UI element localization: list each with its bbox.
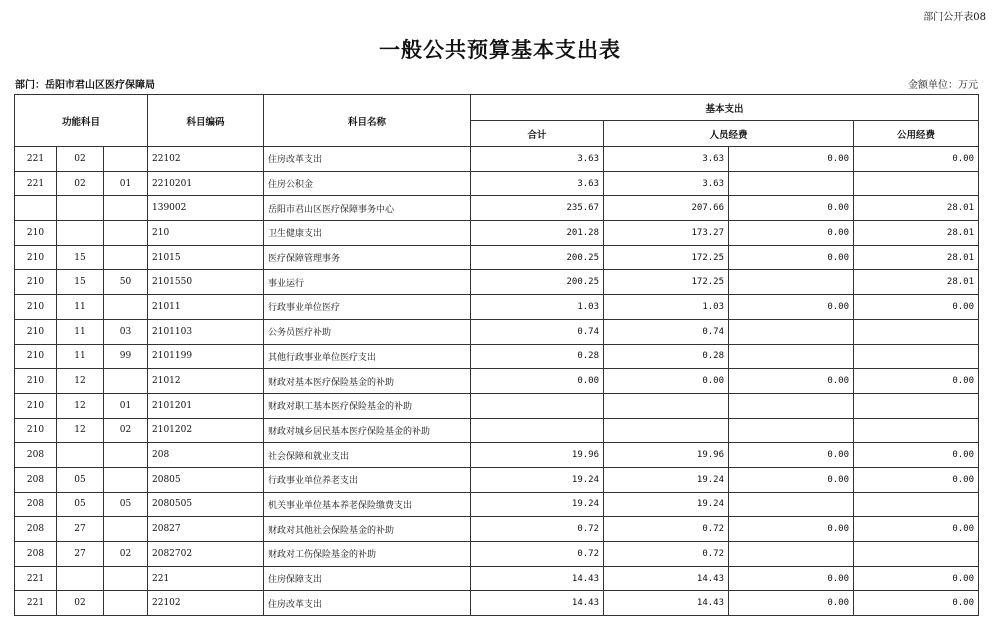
- personnel-public-cell: 0.00: [729, 443, 854, 468]
- personnel-public-cell: [729, 393, 854, 418]
- personnel-public-cell: 0.00: [729, 517, 854, 542]
- function-section-cell: 12: [57, 369, 104, 394]
- function-section-cell: 27: [57, 542, 104, 567]
- total-cell: 0.28: [471, 344, 604, 369]
- public-expense-cell: 0.00: [854, 147, 979, 172]
- header-basic-expenditure: 基本支出: [471, 95, 979, 121]
- table-row: [15, 171, 979, 196]
- subject-code-cell: 21011: [148, 295, 264, 320]
- subject-code-cell: 21015: [148, 245, 264, 270]
- function-section-cell: 02: [57, 591, 104, 616]
- personnel-expense-cell: 14.43: [604, 566, 729, 591]
- function-section-cell: 12: [57, 393, 104, 418]
- table-row: [15, 147, 979, 172]
- total-cell: 200.25: [471, 270, 604, 295]
- function-section-cell: 05: [57, 467, 104, 492]
- public-expense-cell: [854, 492, 979, 517]
- subject-code-cell: 139002: [148, 196, 264, 221]
- total-cell: 0.72: [471, 542, 604, 567]
- function-section-cell: 15: [57, 270, 104, 295]
- function-item-cell: [104, 443, 148, 468]
- subject-code-cell: 20827: [148, 517, 264, 542]
- total-cell: 19.24: [471, 467, 604, 492]
- header-function-subject: 功能科目: [15, 95, 148, 147]
- total-cell: 0.74: [471, 319, 604, 344]
- function-item-cell: [104, 245, 148, 270]
- function-class-cell: 210: [15, 319, 57, 344]
- public-expense-cell: 0.00: [854, 295, 979, 320]
- function-class-cell: 210: [15, 344, 57, 369]
- total-cell: 235.67: [471, 196, 604, 221]
- personnel-expense-cell: 0.72: [604, 542, 729, 567]
- personnel-public-cell: 0.00: [729, 369, 854, 394]
- total-cell: [471, 418, 604, 443]
- function-class-cell: 210: [15, 245, 57, 270]
- personnel-expense-cell: 14.43: [604, 591, 729, 616]
- personnel-expense-cell: 0.00: [604, 369, 729, 394]
- subject-name-cell: 财政对职工基本医疗保险基金的补助: [264, 393, 471, 418]
- subject-name-cell: 财政对城乡居民基本医疗保险基金的补助: [264, 418, 471, 443]
- function-class-cell: [15, 196, 57, 221]
- personnel-public-cell: [729, 171, 854, 196]
- subject-code-cell: 2101202: [148, 418, 264, 443]
- header-total: 合计: [471, 121, 604, 147]
- public-expense-cell: [854, 393, 979, 418]
- function-class-cell: 210: [15, 393, 57, 418]
- function-item-cell: [104, 295, 148, 320]
- table-row: [15, 245, 979, 270]
- function-item-cell: 05: [104, 492, 148, 517]
- personnel-public-cell: 0.00: [729, 591, 854, 616]
- function-class-cell: 208: [15, 492, 57, 517]
- subject-code-cell: 2101103: [148, 319, 264, 344]
- subject-code-cell: 2210201: [148, 171, 264, 196]
- public-expense-cell: [854, 171, 979, 196]
- table-row: [15, 295, 979, 320]
- table-row: [15, 344, 979, 369]
- function-class-cell: 221: [15, 591, 57, 616]
- function-class-cell: 208: [15, 443, 57, 468]
- subject-name-cell: 财政对基本医疗保险基金的补助: [264, 369, 471, 394]
- function-class-cell: 210: [15, 221, 57, 246]
- function-section-cell: 11: [57, 344, 104, 369]
- subject-code-cell: 21012: [148, 369, 264, 394]
- function-section-cell: 02: [57, 171, 104, 196]
- personnel-expense-cell: 0.72: [604, 517, 729, 542]
- subject-code-cell: 210: [148, 221, 264, 246]
- total-cell: 0.72: [471, 517, 604, 542]
- function-item-cell: [104, 591, 148, 616]
- function-class-cell: 208: [15, 542, 57, 567]
- personnel-public-cell: [729, 418, 854, 443]
- subject-code-cell: 2101550: [148, 270, 264, 295]
- function-section-cell: [57, 566, 104, 591]
- personnel-expense-cell: 173.27: [604, 221, 729, 246]
- public-expense-cell: 0.00: [854, 566, 979, 591]
- total-cell: 14.43: [471, 566, 604, 591]
- function-section-cell: [57, 443, 104, 468]
- function-item-cell: 03: [104, 319, 148, 344]
- function-section-cell: 27: [57, 517, 104, 542]
- function-section-cell: 11: [57, 295, 104, 320]
- personnel-public-cell: [729, 319, 854, 344]
- subject-name-cell: 财政对其他社会保险基金的补助: [264, 517, 471, 542]
- personnel-expense-cell: 19.24: [604, 492, 729, 517]
- subject-name-cell: 社会保障和就业支出: [264, 443, 471, 468]
- public-expense-cell: [854, 319, 979, 344]
- table-row: [15, 221, 979, 246]
- function-section-cell: 15: [57, 245, 104, 270]
- table-row: [15, 443, 979, 468]
- personnel-public-cell: 0.00: [729, 566, 854, 591]
- public-expense-cell: 0.00: [854, 517, 979, 542]
- table-row: [15, 517, 979, 542]
- personnel-public-cell: [729, 270, 854, 295]
- public-expense-cell: 0.00: [854, 591, 979, 616]
- subject-name-cell: 公务员医疗补助: [264, 319, 471, 344]
- function-item-cell: 50: [104, 270, 148, 295]
- function-class-cell: 221: [15, 566, 57, 591]
- personnel-public-cell: [729, 542, 854, 567]
- personnel-expense-cell: 0.74: [604, 319, 729, 344]
- subject-name-cell: 事业运行: [264, 270, 471, 295]
- public-expense-cell: 0.00: [854, 443, 979, 468]
- function-section-cell: 11: [57, 319, 104, 344]
- subject-code-cell: 221: [148, 566, 264, 591]
- subject-name-cell: 住房改革支出: [264, 147, 471, 172]
- subject-name-cell: 岳阳市君山区医疗保障事务中心: [264, 196, 471, 221]
- function-item-cell: 01: [104, 171, 148, 196]
- subject-code-cell: 2101201: [148, 393, 264, 418]
- header-public-expense: 公用经费: [854, 121, 979, 147]
- table-row: [15, 418, 979, 443]
- table-row: [15, 319, 979, 344]
- table-row: [15, 591, 979, 616]
- total-cell: 19.96: [471, 443, 604, 468]
- function-class-cell: 221: [15, 171, 57, 196]
- function-class-cell: 208: [15, 517, 57, 542]
- personnel-expense-cell: 19.24: [604, 467, 729, 492]
- personnel-public-cell: 0.00: [729, 221, 854, 246]
- total-cell: 0.00: [471, 369, 604, 394]
- table-row: [15, 542, 979, 567]
- public-expense-cell: 28.01: [854, 221, 979, 246]
- budget-table: [14, 94, 979, 616]
- personnel-public-cell: 0.00: [729, 147, 854, 172]
- personnel-expense-cell: 3.63: [604, 147, 729, 172]
- table-row: [15, 566, 979, 591]
- total-cell: 3.63: [471, 147, 604, 172]
- personnel-expense-cell: 172.25: [604, 245, 729, 270]
- function-class-cell: 210: [15, 270, 57, 295]
- subject-code-cell: 2082702: [148, 542, 264, 567]
- personnel-public-cell: 0.00: [729, 295, 854, 320]
- table-row: [15, 270, 979, 295]
- function-item-cell: [104, 221, 148, 246]
- function-section-cell: 02: [57, 147, 104, 172]
- function-item-cell: [104, 147, 148, 172]
- function-section-cell: [57, 221, 104, 246]
- form-number: 部门公开表08: [923, 12, 986, 23]
- total-cell: [471, 393, 604, 418]
- public-expense-cell: [854, 418, 979, 443]
- header-personnel-expense: 人员经费: [604, 121, 854, 147]
- total-cell: 200.25: [471, 245, 604, 270]
- function-item-cell: 01: [104, 393, 148, 418]
- personnel-public-cell: 0.00: [729, 196, 854, 221]
- subject-name-cell: 住房改革支出: [264, 591, 471, 616]
- function-item-cell: [104, 369, 148, 394]
- table-row: [15, 467, 979, 492]
- subject-code-cell: 2080505: [148, 492, 264, 517]
- subject-name-cell: 住房保障支出: [264, 566, 471, 591]
- subject-name-cell: 机关事业单位基本养老保险缴费支出: [264, 492, 471, 517]
- personnel-public-cell: 0.00: [729, 245, 854, 270]
- table-row: [15, 196, 979, 221]
- personnel-expense-cell: 207.66: [604, 196, 729, 221]
- public-expense-cell: 28.01: [854, 245, 979, 270]
- table-row: [15, 393, 979, 418]
- public-expense-cell: 0.00: [854, 369, 979, 394]
- subject-name-cell: 住房公积金: [264, 171, 471, 196]
- subject-name-cell: 其他行政事业单位医疗支出: [264, 344, 471, 369]
- public-expense-cell: [854, 542, 979, 567]
- total-cell: 3.63: [471, 171, 604, 196]
- personnel-expense-cell: 172.25: [604, 270, 729, 295]
- subject-name-cell: 卫生健康支出: [264, 221, 471, 246]
- personnel-expense-cell: 0.28: [604, 344, 729, 369]
- personnel-expense-cell: 3.63: [604, 171, 729, 196]
- table-row: [15, 492, 979, 517]
- header-subject-code: 科目编码: [148, 95, 264, 147]
- subject-code-cell: 2101199: [148, 344, 264, 369]
- personnel-expense-cell: 1.03: [604, 295, 729, 320]
- table-row: [15, 369, 979, 394]
- page-title: 一般公共预算基本支出表: [379, 37, 621, 62]
- function-class-cell: 210: [15, 369, 57, 394]
- subject-code-cell: 208: [148, 443, 264, 468]
- personnel-public-cell: [729, 344, 854, 369]
- function-class-cell: 210: [15, 418, 57, 443]
- personnel-public-cell: 0.00: [729, 467, 854, 492]
- unit-label: 金额单位：万元: [908, 80, 978, 91]
- public-expense-cell: 28.01: [854, 196, 979, 221]
- function-item-cell: [104, 196, 148, 221]
- function-item-cell: [104, 467, 148, 492]
- function-item-cell: 02: [104, 542, 148, 567]
- function-item-cell: [104, 566, 148, 591]
- header-subject-name: 科目名称: [264, 95, 471, 147]
- function-section-cell: [57, 196, 104, 221]
- department-label: 部门：岳阳市君山区医疗保障局: [15, 80, 155, 91]
- total-cell: 1.03: [471, 295, 604, 320]
- subject-name-cell: 行政事业单位医疗: [264, 295, 471, 320]
- function-item-cell: 99: [104, 344, 148, 369]
- personnel-expense-cell: [604, 418, 729, 443]
- total-cell: 14.43: [471, 591, 604, 616]
- subject-code-cell: 22102: [148, 147, 264, 172]
- function-class-cell: 210: [15, 295, 57, 320]
- subject-name-cell: 行政事业单位养老支出: [264, 467, 471, 492]
- function-class-cell: 221: [15, 147, 57, 172]
- subject-name-cell: 医疗保障管理事务: [264, 245, 471, 270]
- function-class-cell: 208: [15, 467, 57, 492]
- personnel-public-cell: [729, 492, 854, 517]
- subject-code-cell: 22102: [148, 591, 264, 616]
- subject-name-cell: 财政对工伤保险基金的补助: [264, 542, 471, 567]
- personnel-expense-cell: [604, 393, 729, 418]
- function-item-cell: [104, 517, 148, 542]
- public-expense-cell: 0.00: [854, 467, 979, 492]
- public-expense-cell: [854, 344, 979, 369]
- function-section-cell: 05: [57, 492, 104, 517]
- function-section-cell: 12: [57, 418, 104, 443]
- function-item-cell: 02: [104, 418, 148, 443]
- public-expense-cell: 28.01: [854, 270, 979, 295]
- personnel-expense-cell: 19.96: [604, 443, 729, 468]
- total-cell: 201.28: [471, 221, 604, 246]
- subject-code-cell: 20805: [148, 467, 264, 492]
- total-cell: 19.24: [471, 492, 604, 517]
